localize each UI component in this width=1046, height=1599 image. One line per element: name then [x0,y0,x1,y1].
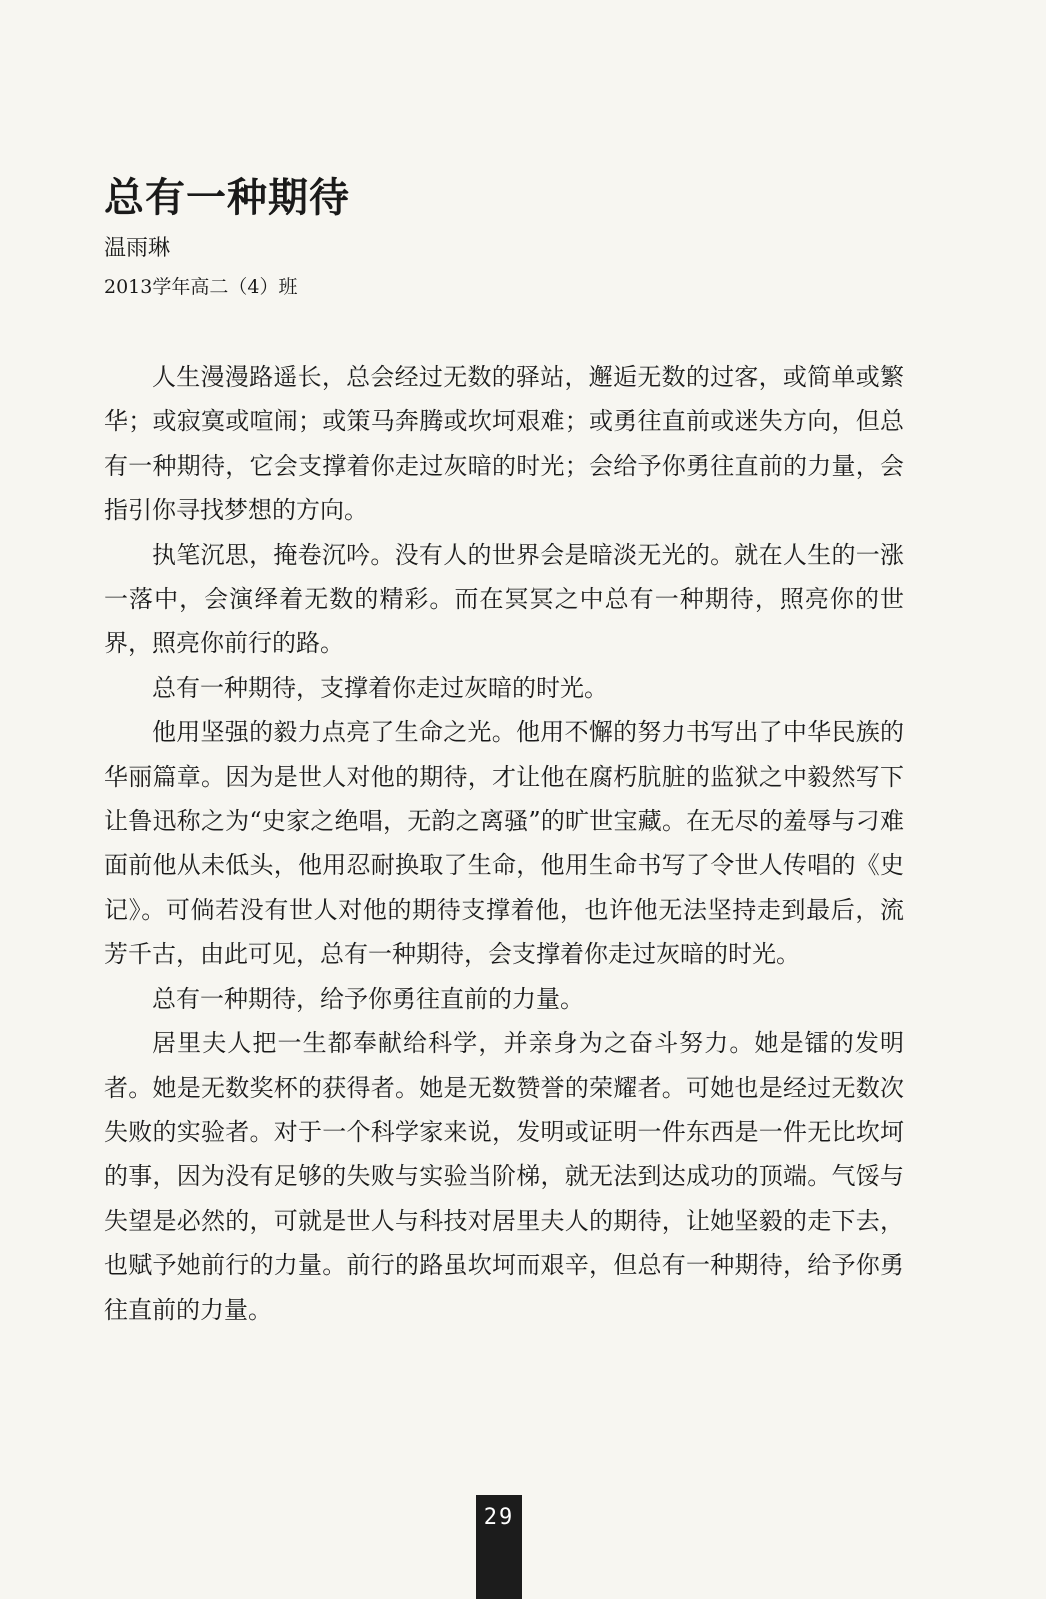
paragraph: 总有一种期待，给予你勇往直前的力量。 [152,984,584,1013]
paragraph: 他用坚强的毅力点亮了生命之光。他用不懈的努力书写出了中华民族的华丽篇章。因为是世人对他的期待，才让他在腐朽肮脏的监狱之中毅然写下让鲁迅称之为“史家之绝唱，无韵之离骚”的旷世宝藏。在无尽的羞辱与刁难面前他从未低头，他用忍耐换取了生命，他用生命书写了令世人传唱的《史记》。可倘若没有世人对他的期待支撑着他，也许他无法坚持走到最后，流芳千古，由此可见，总有一种期待，会支撑着你走过灰暗的时光。 [104,718,904,969]
article-body [104,355,904,1332]
author-name: 温雨琳 [104,236,171,261]
paragraph: 执笔沉思，掩卷沉吟。没有人的世界会是暗淡无光的。就在人生的一涨一落中，会演绎着无数的精彩。而在冥冥之中总有一种期待，照亮你的世界，照亮你前行的路。 [104,540,904,658]
paragraph: 人生漫漫路遥长，总会经过无数的驿站，邂逅无数的过客，或简单或繁华；或寂寞或喧闹；或策马奔腾或坎坷艰难；或勇往直前或迷失方向，但总有一种期待，它会支撑着你走过灰暗的时光；会给予你勇往直前的力量，会指引你寻找梦想的方向。 [104,363,904,525]
paragraph: 居里夫人把一生都奉献给科学，并亲身为之奋斗努力。她是镭的发明者。她是无数奖杯的获得者。她是无数赞誉的荣耀者。可她也是经过无数次失败的实验者。对于一个科学家来说，发明或证明一件东西是一件无比坎坷的事，因为没有足够的失败与实验当阶梯，就无法到达成功的顶端。气馁与失望是必然的，可就是世人与科技对居里夫人的期待，让她坚毅的走下去，也赋予她前行的力量。前行的路虽坎坷而艰辛，但总有一种期待，给予你勇往直前的力量。 [104,1029,904,1324]
page-number-tab [476,1495,522,1599]
class-info: 2013学年高二（4）班 [104,276,298,298]
paragraph: 总有一种期待，支撑着你走过灰暗的时光。 [152,673,608,702]
page-number: 29 [483,1505,515,1530]
article-title: 总有一种期待 [104,175,350,221]
